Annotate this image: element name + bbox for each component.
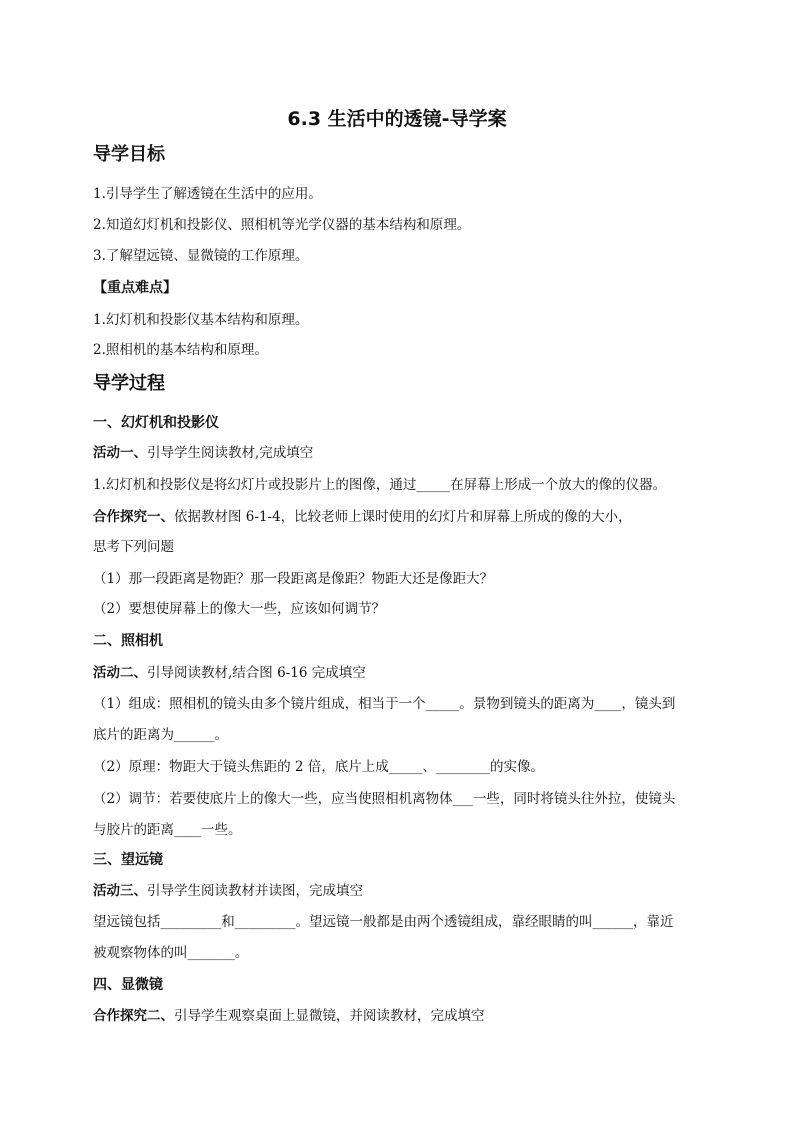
explore1-text: 依据教材图 6-1-4，比较老师上课时使用的幻灯片和屏幕上所成的像的大小，: [174, 509, 632, 525]
section2-line-5: 与胶片的距离____一些。: [93, 822, 242, 838]
explore1-continuation: 思考下列问题: [93, 539, 174, 555]
explore1-sub-question-1: （1）那一段距离是物距？那一段距离是像距？物距大还是像距大？: [93, 571, 494, 587]
explore2-line: [93, 1007, 713, 1025]
objective-item-2: 2.知道幻灯机和投影仪、照相机等光学仪器的基本结构和原理。: [93, 217, 471, 233]
explore1-line: [93, 508, 713, 526]
activity3-line: [93, 882, 713, 900]
activity1-line: [93, 444, 713, 462]
key-point-item-1: 1.幻灯机和投影仪基本结构和原理。: [93, 312, 309, 328]
section2-line-2: 底片的距离为______。: [93, 727, 228, 743]
section2-heading: 二、照相机: [93, 633, 163, 649]
activity3-text: 引导学生阅读教材并读图，完成填空: [147, 883, 363, 899]
activity2-line: [93, 664, 713, 682]
key-points-heading: 【重点难点】: [93, 280, 177, 296]
section2-line-1: （1）组成：照相机的镜头由多个镜片组成，相当于一个_____。景物到镜头的距离为____，镜头到: [93, 696, 676, 712]
explore1-sub-question-2: （2）要想使屏幕上的像大一些，应该如何调节？: [93, 601, 386, 617]
explore1-label: 合作探究一、: [93, 509, 174, 525]
activity1-label: 活动一、: [93, 445, 147, 461]
document-title: 6.3 生活中的透镜-导学案: [287, 108, 507, 130]
process-heading: 导学过程: [93, 373, 165, 394]
section1-heading: 一、幻灯机和投影仪: [93, 415, 219, 431]
section2-line-3: （2）原理：物距大于镜头焦距的 2 倍，底片上成_____、________的实像。: [93, 759, 545, 775]
activity3-label: 活动三、: [93, 883, 147, 899]
activity1-text: 引导学生阅读教材,完成填空: [147, 445, 314, 461]
explore2-text: 引导学生观察桌面上显微镜，并阅读教材，完成填空: [174, 1008, 485, 1024]
objective-item-3: 3.了解望远镜、显微镜的工作原理。: [93, 248, 309, 264]
activity2-text: 引导阅读教材,结合图 6-16 完成填空: [147, 665, 366, 681]
section3-heading: 三、望远镜: [93, 852, 163, 868]
objectives-heading: 导学目标: [93, 144, 165, 165]
section3-line-1: 望远镜包括_________和_________。望远镜一般都是由两个透镜组成，靠经眼睛的叫______，靠近: [93, 914, 674, 930]
section2-line-4: （2）调节：若要使底片上的像大一些，应当使照相机离物体___一些，同时将镜头往外拉，使镜头: [93, 791, 676, 807]
key-point-item-2: 2.照相机的基本结构和原理。: [93, 342, 268, 358]
section1-question-1: 1.幻灯机和投影仪是将幻灯片或投影片上的图像，通过_____在屏幕上形成一个放大的像的仪器。: [93, 477, 667, 493]
objective-item-1: 1.引导学生了解透镜在生活中的应用。: [93, 186, 322, 202]
explore2-label: 合作探究二、: [93, 1008, 174, 1024]
activity2-label: 活动二、: [93, 665, 147, 681]
section4-heading: 四、显微镜: [93, 977, 163, 993]
section3-line-2: 被观察物体的叫_______。: [93, 945, 249, 961]
